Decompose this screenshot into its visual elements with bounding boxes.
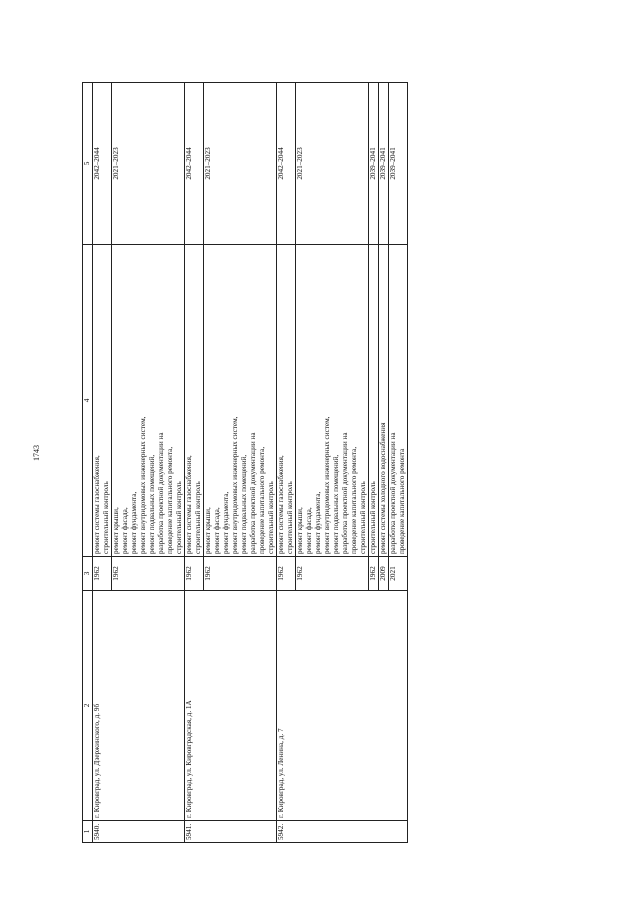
- header-col-1: 1: [83, 821, 93, 843]
- works-cell: [277, 245, 296, 557]
- year-cell: 1962: [277, 557, 296, 591]
- work-item: ремонт фасада,: [305, 507, 313, 554]
- work-item: строительный контроль: [175, 481, 183, 554]
- works-cell: [379, 245, 389, 557]
- address-cell: г. Кировград, ул. Кировградская, д. 1А: [185, 591, 277, 821]
- work-item: ремонт подвальных помещений,: [148, 454, 156, 554]
- work-item: ремонт подвальных помещений,: [240, 454, 248, 554]
- work-item: ремонт крыши,: [112, 507, 120, 554]
- repair-schedule-table: [82, 82, 408, 843]
- works-cell: [296, 245, 369, 557]
- period-cell: 2039–2041: [389, 83, 408, 245]
- period-cell: 2039–2041: [379, 83, 389, 245]
- work-item: ремонт фасада,: [213, 507, 221, 554]
- work-item: проведение капитального ремонта,: [350, 446, 358, 554]
- work-item: строительный контроль: [359, 481, 367, 554]
- table-body: [93, 83, 408, 843]
- year-cell: 2021: [389, 557, 408, 591]
- record-number: 5941.: [185, 821, 277, 843]
- work-item: ремонт фундамента,: [222, 491, 230, 554]
- period-cell: 2042–2044: [277, 83, 296, 245]
- year-cell: 1962: [296, 557, 369, 591]
- header-col-4: 4: [83, 245, 93, 557]
- work-item: строительный контроль: [267, 481, 275, 554]
- work-item: проведение капитального ремонта,: [258, 446, 266, 554]
- year-cell: 1962: [185, 557, 204, 591]
- period-cell: 2042–2044: [93, 83, 112, 245]
- works-cell: [204, 245, 277, 557]
- works-cell: [185, 245, 204, 557]
- works-cell: [112, 245, 185, 557]
- work-item: разработка проектной документации на: [157, 432, 165, 554]
- works-cell: [369, 245, 379, 557]
- work-item: проведение капитального ремонта: [398, 448, 406, 554]
- record-number: 5940.: [93, 821, 185, 843]
- work-item: ремонт фасада,: [121, 507, 129, 554]
- work-item: ремонт системы газоснабжения,: [185, 455, 193, 554]
- year-cell: 1962: [112, 557, 185, 591]
- work-item: строительный контроль: [194, 481, 202, 554]
- table-row: [277, 83, 296, 843]
- period-cell: 2039–2041: [369, 83, 379, 245]
- work-item: ремонт системы газоснабжения,: [277, 455, 285, 554]
- work-item: разработка проектной документации на: [389, 432, 397, 554]
- work-item: ремонт крыши,: [204, 507, 212, 554]
- header-col-3: 3: [83, 557, 93, 591]
- header-row: [83, 83, 93, 843]
- table-row: [93, 83, 112, 843]
- address-cell: г. Кировград, ул. Дзержинского, д. 9б: [93, 591, 185, 821]
- work-item: строительный контроль: [286, 481, 294, 554]
- header-col-2: 2: [83, 591, 93, 821]
- work-item: проведение капитального ремонта,: [166, 446, 174, 554]
- period-cell: 2021–2023: [204, 83, 277, 245]
- period-cell: 2042–2044: [185, 83, 204, 245]
- work-item: ремонт фундамента,: [130, 491, 138, 554]
- period-cell: 2021–2023: [296, 83, 369, 245]
- work-item: ремонт системы холодного водоснабжения: [379, 422, 387, 554]
- work-item: ремонт системы газоснабжения,: [93, 455, 101, 554]
- work-item: ремонт фундамента,: [314, 491, 322, 554]
- work-item: ремонт внутридомовых инженерных систем,: [231, 416, 239, 554]
- work-item: разработка проектной документации на: [341, 432, 349, 554]
- work-item: ремонт крыши,: [296, 507, 304, 554]
- record-number: 5942.: [277, 821, 408, 843]
- period-cell: 2021–2023: [112, 83, 185, 245]
- repair-schedule-table-container: [82, 83, 542, 843]
- works-cell: [93, 245, 112, 557]
- page-number: 1743: [32, 445, 41, 461]
- year-cell: 1962: [93, 557, 112, 591]
- year-cell: 2009: [379, 557, 389, 591]
- rotated-table-wrapper: [82, 83, 542, 843]
- work-item: ремонт внутридомовых инженерных систем,: [323, 416, 331, 554]
- work-item: ремонт внутридомовых инженерных систем,: [139, 416, 147, 554]
- table-row: [185, 83, 204, 843]
- year-cell: 1962: [204, 557, 277, 591]
- work-item: строительный контроль: [369, 481, 377, 554]
- work-item: строительный контроль: [102, 481, 110, 554]
- work-item: разработка проектной документации на: [249, 432, 257, 554]
- year-cell: 1962: [369, 557, 379, 591]
- header-col-5: 5: [83, 83, 93, 245]
- address-cell: г. Кировград, ул. Ленина, д. 7: [277, 591, 408, 821]
- works-cell: [389, 245, 408, 557]
- work-item: ремонт подвальных помещений,: [332, 454, 340, 554]
